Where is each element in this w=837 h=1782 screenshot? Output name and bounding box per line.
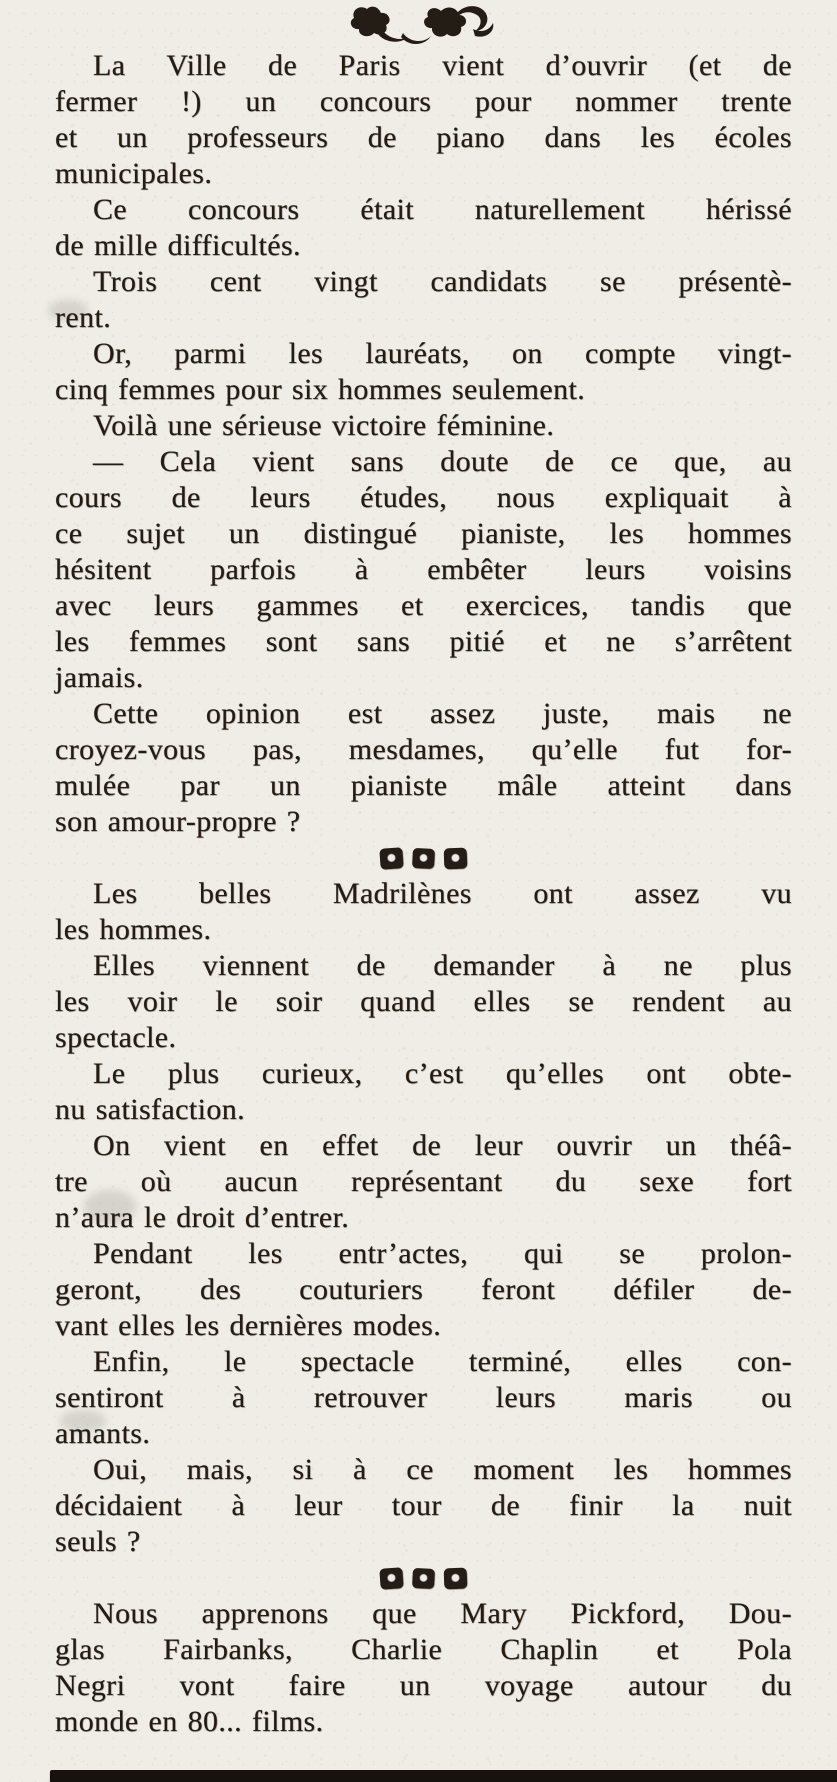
rosette-icon xyxy=(379,1567,403,1590)
text-line: Cette opinion est assez juste, mais ne xyxy=(93,697,792,730)
fleuron-flourish-icon xyxy=(345,2,503,44)
paragraph xyxy=(55,192,792,264)
text-line: nu satisfaction. xyxy=(55,1093,246,1126)
paragraph xyxy=(55,408,792,444)
text-line: spectacle. xyxy=(55,1021,177,1054)
rosette-icon xyxy=(444,847,468,869)
text-line: Voilà une sérieuse victoire féminine. xyxy=(93,409,555,442)
text-line: tre où aucun représentant du sexe fort xyxy=(55,1165,792,1198)
text-line: décidaient à leur tour de finir la nuit xyxy=(55,1489,792,1522)
text-line: seuls ? xyxy=(55,1525,141,1558)
article-column xyxy=(55,48,792,1740)
text-line: hésitent parfois à embêter leurs voisins xyxy=(55,553,792,586)
text-line: cours de leurs études, nous expliquait à xyxy=(55,481,792,514)
text-line: — Cela vient sans doute de ce que, au xyxy=(93,445,792,478)
paragraph xyxy=(55,1452,792,1560)
text-line: Or, parmi les lauréats, on compte vingt- xyxy=(93,337,792,370)
paragraph xyxy=(55,336,792,408)
text-line: jamais. xyxy=(55,661,144,694)
article-section xyxy=(55,1596,792,1740)
paragraph xyxy=(55,876,792,948)
text-line: Oui, mais, si à ce moment les hommes xyxy=(93,1453,792,1486)
paragraph xyxy=(55,1596,792,1740)
text-line: Trois cent vingt candidats se présentè- xyxy=(93,265,792,298)
rosette-icon xyxy=(412,1567,435,1588)
rosette-icon xyxy=(412,847,435,868)
text-line: son amour-propre ? xyxy=(55,805,301,838)
paragraph xyxy=(55,264,792,336)
paragraph xyxy=(55,1128,792,1236)
text-line: sentiront à retrouver leurs maris ou xyxy=(55,1381,792,1414)
section-divider xyxy=(55,842,792,874)
text-line: Nous apprenons que Mary Pickford, Dou- xyxy=(93,1597,792,1630)
paragraph xyxy=(55,696,792,840)
text-line: amants. xyxy=(55,1417,151,1450)
rosette-icon xyxy=(444,1567,468,1589)
paragraph xyxy=(55,1344,792,1452)
paragraph xyxy=(55,48,792,192)
text-line: Les belles Madrilènes ont assez vu xyxy=(93,877,792,910)
text-line: Pendant les entr’actes, qui se prolon- xyxy=(93,1237,792,1270)
text-line: les hommes. xyxy=(55,913,212,946)
paragraph xyxy=(55,444,792,696)
article-section xyxy=(55,48,792,840)
text-line: et un professeurs de piano dans les écoles xyxy=(55,121,792,154)
paragraph xyxy=(55,1236,792,1344)
text-line: glas Fairbanks, Charlie Chaplin et Pola xyxy=(55,1633,792,1666)
text-line: Elles viennent de demander à ne plus xyxy=(93,949,792,982)
text-line: les femmes sont sans pitié et ne s’arrêtent xyxy=(55,625,792,658)
text-line: rent. xyxy=(55,301,112,334)
text-line: avec leurs gammes et exercices, tandis que xyxy=(55,589,792,622)
text-line: fermer !) un concours pour nommer trente xyxy=(55,85,792,118)
bottom-rule xyxy=(50,1770,837,1782)
text-line: ce sujet un distingué pianiste, les hommes xyxy=(55,517,792,550)
text-line: monde en 80... films. xyxy=(55,1705,324,1738)
text-line: La Ville de Paris vient d’ouvrir (et de xyxy=(93,49,792,82)
text-line: mulée par un pianiste mâle atteint dans xyxy=(55,769,792,802)
text-line: On vient en effet de leur ouvrir un théâ- xyxy=(93,1129,792,1162)
text-line: municipales. xyxy=(55,157,213,190)
rosette-icon xyxy=(379,847,403,870)
text-line: cinq femmes pour six hommes seulement. xyxy=(55,373,586,406)
text-line: geront, des couturiers feront défiler de- xyxy=(55,1273,792,1306)
text-line: Ce concours était naturellement hérissé xyxy=(93,193,792,226)
section-divider xyxy=(55,1562,792,1594)
text-line: vant elles les dernières modes. xyxy=(55,1309,442,1342)
paragraph xyxy=(55,1056,792,1128)
paragraph xyxy=(55,948,792,1056)
article-section xyxy=(55,876,792,1560)
text-line: Negri vont faire un voyage autour du xyxy=(55,1669,792,1702)
text-line: n’aura le droit d’entrer. xyxy=(55,1201,350,1234)
text-line: Enfin, le spectacle terminé, elles con- xyxy=(93,1345,792,1378)
text-line: croyez-vous pas, mesdames, qu’elle fut for- xyxy=(55,733,792,766)
text-line: les voir le soir quand elles se rendent au xyxy=(55,985,792,1018)
text-line: Le plus curieux, c’est qu’elles ont obte- xyxy=(93,1057,792,1090)
text-line: de mille difficultés. xyxy=(55,229,301,262)
